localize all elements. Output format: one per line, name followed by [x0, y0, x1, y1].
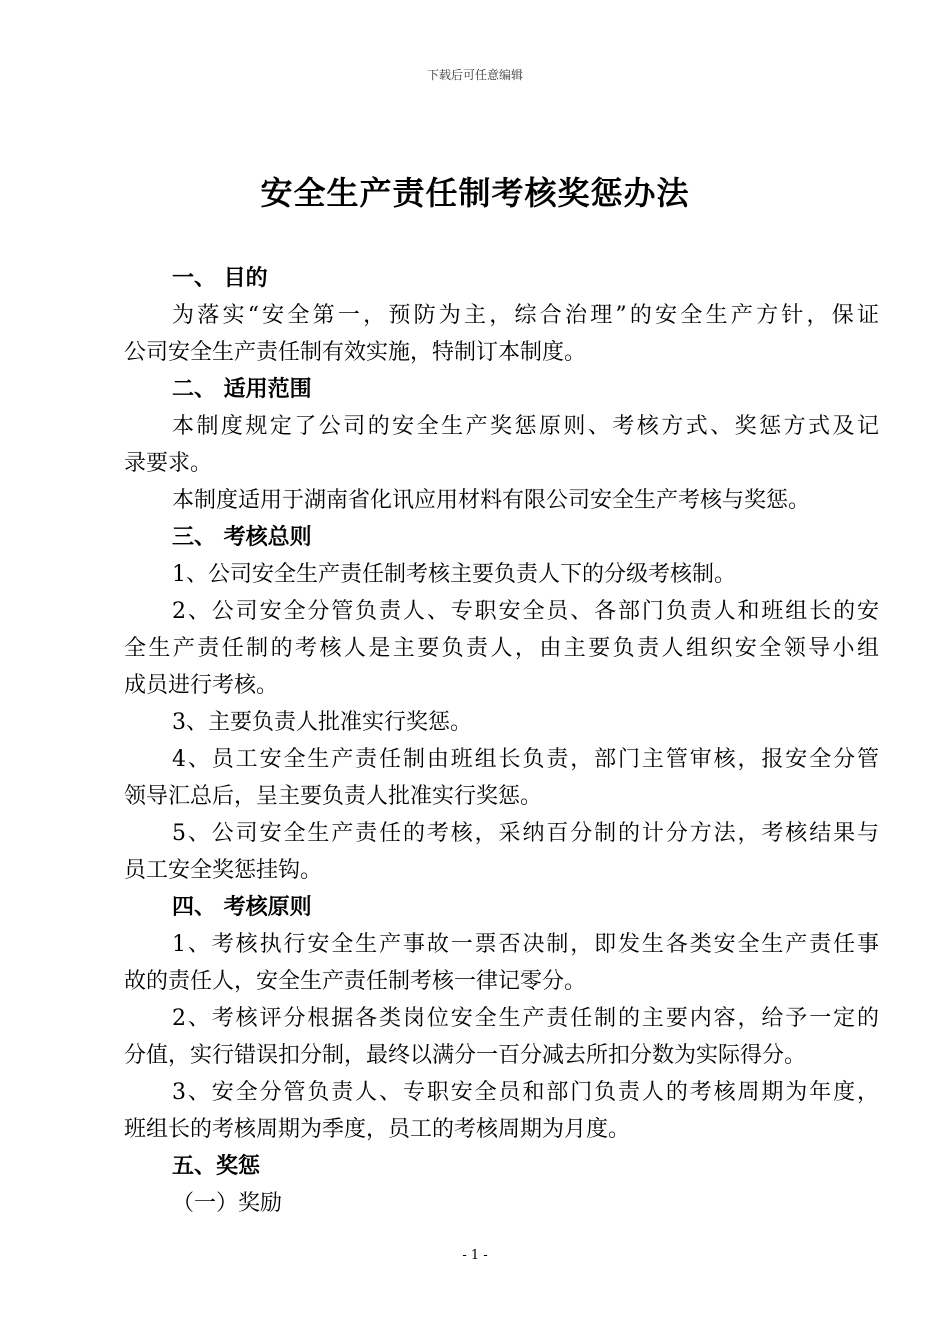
- section-heading: 三、 考核总则: [172, 524, 312, 550]
- paragraph-line: 公司安全生产责任制有效实施，特制订本制度。: [124, 340, 587, 365]
- paragraph-line: 分值，实行错误扣分制，最终以满分一百分减去所扣分数为实际得分。: [124, 1043, 807, 1068]
- section-heading: 一、 目的: [172, 265, 268, 291]
- paragraph-line: 全生产责任制的考核人是主要负责人，由主要负责人组织安全领导小组: [124, 636, 879, 661]
- paragraph-line: 本制度规定了公司的安全生产奖惩原则、考核方式、奖惩方式及记: [172, 414, 879, 439]
- paragraph-line: 3、主要负责人批准实行奖惩。: [172, 710, 472, 735]
- paragraph-line: 2、公司安全分管负责人、专职安全员、各部门负责人和班组长的安: [172, 599, 879, 624]
- header-note: 下载后可任意编辑: [426, 68, 523, 82]
- paragraph-line: 员工安全奖惩挂钩。: [124, 858, 323, 883]
- paragraph-line: 班组长的考核周期为季度，员工的考核周期为月度。: [124, 1117, 631, 1142]
- paragraph-line: 1、考核执行安全生产事故一票否决制，即发生各类安全生产责任事: [172, 932, 879, 957]
- paragraph-line: 故的责任人，安全生产责任制考核一律记零分。: [124, 969, 587, 994]
- paragraph-line: 录要求。: [124, 451, 213, 476]
- paragraph-line: 1、公司安全生产责任制考核主要负责人下的分级考核制。: [172, 562, 736, 587]
- paragraph-line: 5、公司安全生产责任的考核，采纳百分制的计分方法，考核结果与: [172, 821, 879, 846]
- section-heading: 五、奖惩: [172, 1153, 261, 1179]
- paragraph-line: 为落实“安全第一，预防为主，综合治理”的安全生产方针，保证: [172, 303, 879, 328]
- section-heading: 二、 适用范围: [172, 376, 312, 402]
- paragraph-line: 4、员工安全生产责任制由班组长负责，部门主管审核，报安全分管: [172, 747, 879, 772]
- document-title: 安全生产责任制考核奖惩办法: [260, 174, 690, 212]
- paragraph-line: 成员进行考核。: [124, 673, 279, 698]
- paragraph-line: 3、安全分管负责人、专职安全员和部门负责人的考核周期为年度，: [172, 1080, 879, 1105]
- paragraph-line: 本制度适用于湖南省化讯应用材料有限公司安全生产考核与奖惩。: [172, 488, 811, 513]
- paragraph-line: 2、考核评分根据各类岗位安全生产责任制的主要内容，给予一定的: [172, 1006, 879, 1031]
- paragraph-line: （一）奖励: [172, 1191, 283, 1216]
- section-heading: 四、 考核原则: [172, 894, 312, 920]
- document-body: [124, 260, 879, 1222]
- page-number: - 1 -: [462, 1248, 488, 1263]
- paragraph-line: 领导汇总后，呈主要负责人批准实行奖惩。: [124, 784, 543, 809]
